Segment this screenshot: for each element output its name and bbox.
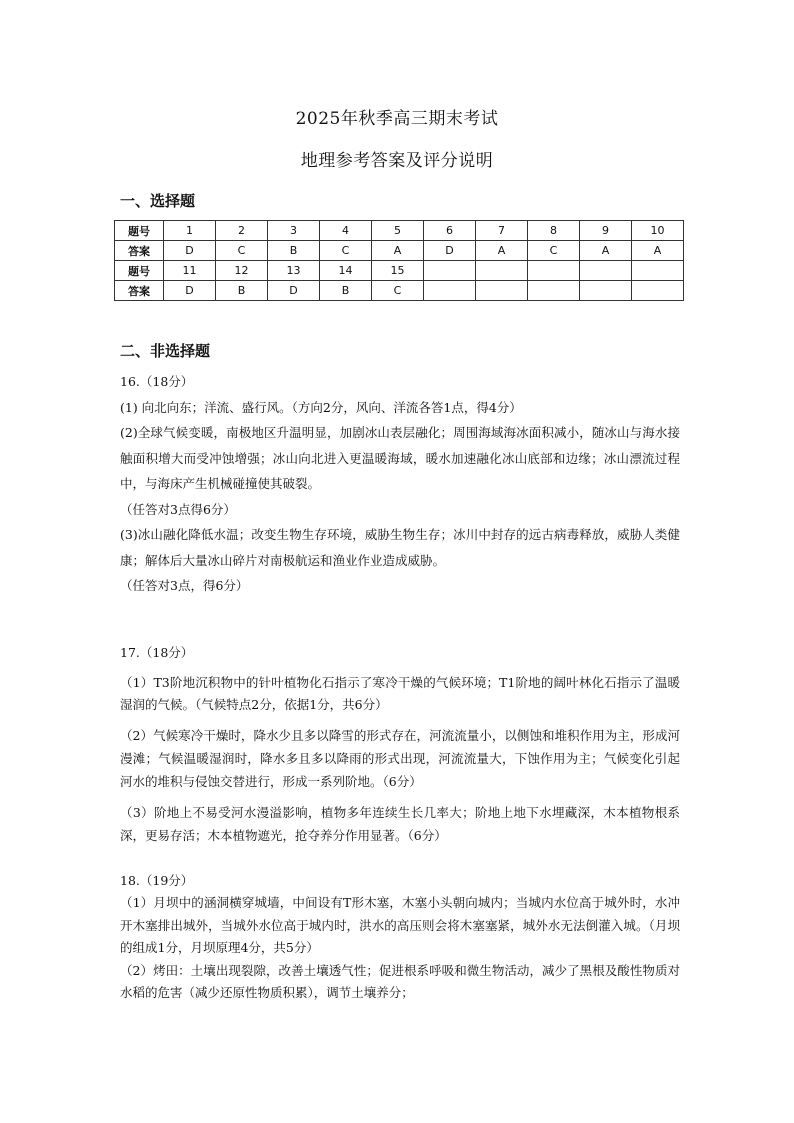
table-cell [632, 261, 684, 281]
table-cell: A [476, 241, 528, 261]
answer-paragraph: （1）T3阶地沉积物中的针叶植物化石指示了寒冷干燥的气候环境；T1阶地的阔叶林化石指示了温暖湿润的气候。（气候特点2分，依据1分，共6分） [120, 674, 680, 712]
table-cell: 14 [320, 261, 372, 281]
row-label: 题号 [115, 261, 164, 281]
table-cell: 5 [372, 221, 424, 241]
table-cell: B [320, 281, 372, 301]
table-cell: C [372, 281, 424, 301]
row-label: 答案 [115, 281, 164, 301]
table-cell [632, 281, 684, 301]
section-heading-nonchoice: 二、非选择题 [120, 342, 211, 360]
row-label: 题号 [115, 221, 164, 241]
table-cell: A [632, 241, 684, 261]
table-cell: 12 [216, 261, 268, 281]
scoring-note: （任答对3点，得6分） [120, 578, 249, 593]
table-cell: 6 [424, 221, 476, 241]
exam-title: 2025年秋季高三期末考试 [295, 109, 499, 129]
table-cell: D [424, 241, 476, 261]
question-header: 18.（19分） [120, 873, 194, 888]
table-cell [424, 281, 476, 301]
table-cell: 4 [320, 221, 372, 241]
table-cell: C [216, 241, 268, 261]
table-cell: 11 [164, 261, 216, 281]
table-cell [476, 281, 528, 301]
question-header: 16.（18分） [120, 374, 194, 389]
answer-paragraph: (2)全球气候变暖，南极地区升温明显，加剧冰山表层融化；周围海域海冰面积减小，随冰山与海水接触面积增大而受冲蚀增强；冰山向北进入更温暖海域，暖水加速融化冰山底部和边缘；冰山漂流过程中，与海床产生机械碰撞使其破裂。 [120, 425, 680, 491]
table-row [115, 261, 684, 281]
table-cell: A [372, 241, 424, 261]
table-cell: D [164, 241, 216, 261]
question-header: 17.（18分） [120, 645, 194, 660]
table-cell: C [320, 241, 372, 261]
table-cell: 7 [476, 221, 528, 241]
question-16 [120, 369, 680, 599]
table-cell: 9 [580, 221, 632, 241]
table-cell: B [216, 281, 268, 301]
table-cell: 1 [164, 221, 216, 241]
answer-paragraph: (3)冰山融化降低水温；改变生物生存环境，威胁生物生存；冰川中封存的远古病毒释放，威胁人类健康；解体后大量冰山碎片对南极航运和渔业作业造成威胁。 [120, 527, 680, 568]
table-cell: 13 [268, 261, 320, 281]
table-cell: A [580, 241, 632, 261]
table-cell: 8 [528, 221, 580, 241]
table-cell [580, 261, 632, 281]
answer-paragraph: （2）气候寒冷干燥时，降水少且多以降雪的形式存在，河流流量小，以侧蚀和堆积作用为主，形成河漫滩；气候温暖湿润时，降水多且多以降雨的形式出现，河流流量大，下蚀作用为主；气候变化引起河水的堆积与侵蚀交替进行，形成一系列阶地。（6分） [120, 727, 680, 789]
scoring-note: （任答对3点得6分） [120, 501, 236, 517]
table-cell [476, 261, 528, 281]
table-cell: C [528, 241, 580, 261]
row-label: 答案 [115, 241, 164, 261]
section-heading-choice: 一、选择题 [120, 192, 196, 210]
table-cell [528, 281, 580, 301]
table-row [115, 281, 684, 301]
answer-table [114, 220, 684, 301]
answer-paragraph: (1) 向北向东；洋流、盛行风。（方向2分，风向、洋流各答1点，得4分） [120, 399, 522, 415]
table-row [115, 241, 684, 261]
table-cell: B [268, 241, 320, 261]
table-cell: 3 [268, 221, 320, 241]
table-cell [528, 261, 580, 281]
answer-paragraph: （3）阶地上不易受河水漫溢影响，植物多年连续生长几率大；阶地上地下水埋藏深，木本植物根系深，更易存活；木本植物遮光，抢夺养分作用显著。（6分） [120, 804, 680, 843]
question-18 [120, 870, 680, 1005]
table-cell: D [164, 281, 216, 301]
answer-paragraph: （2）烤田：土壤出现裂隙，改善土壤透气性；促进根系呼吸和微生物活动，减少了黑根及酸性物质对水稻的危害（减少还原性物质积累），调节土壤养分； [120, 962, 680, 1000]
table-cell: 10 [632, 221, 684, 241]
table-cell [580, 281, 632, 301]
question-17 [120, 640, 680, 847]
table-cell [424, 261, 476, 281]
exam-subtitle: 地理参考答案及评分说明 [300, 151, 494, 171]
table-cell: 2 [216, 221, 268, 241]
table-row [115, 221, 684, 241]
table-cell: 15 [372, 261, 424, 281]
table-cell: D [268, 281, 320, 301]
answer-paragraph: （1）月坝中的涵洞横穿城墙，中间设有T形木塞，木塞小头朝向城内；当城内水位高于城外时，水冲开木塞排出城外，当城外水位高于城内时，洪水的高压则会将木塞塞紧，城外水无法倒灌入城。（月坝的组成1分，月坝原理4分，共5分） [120, 895, 680, 955]
